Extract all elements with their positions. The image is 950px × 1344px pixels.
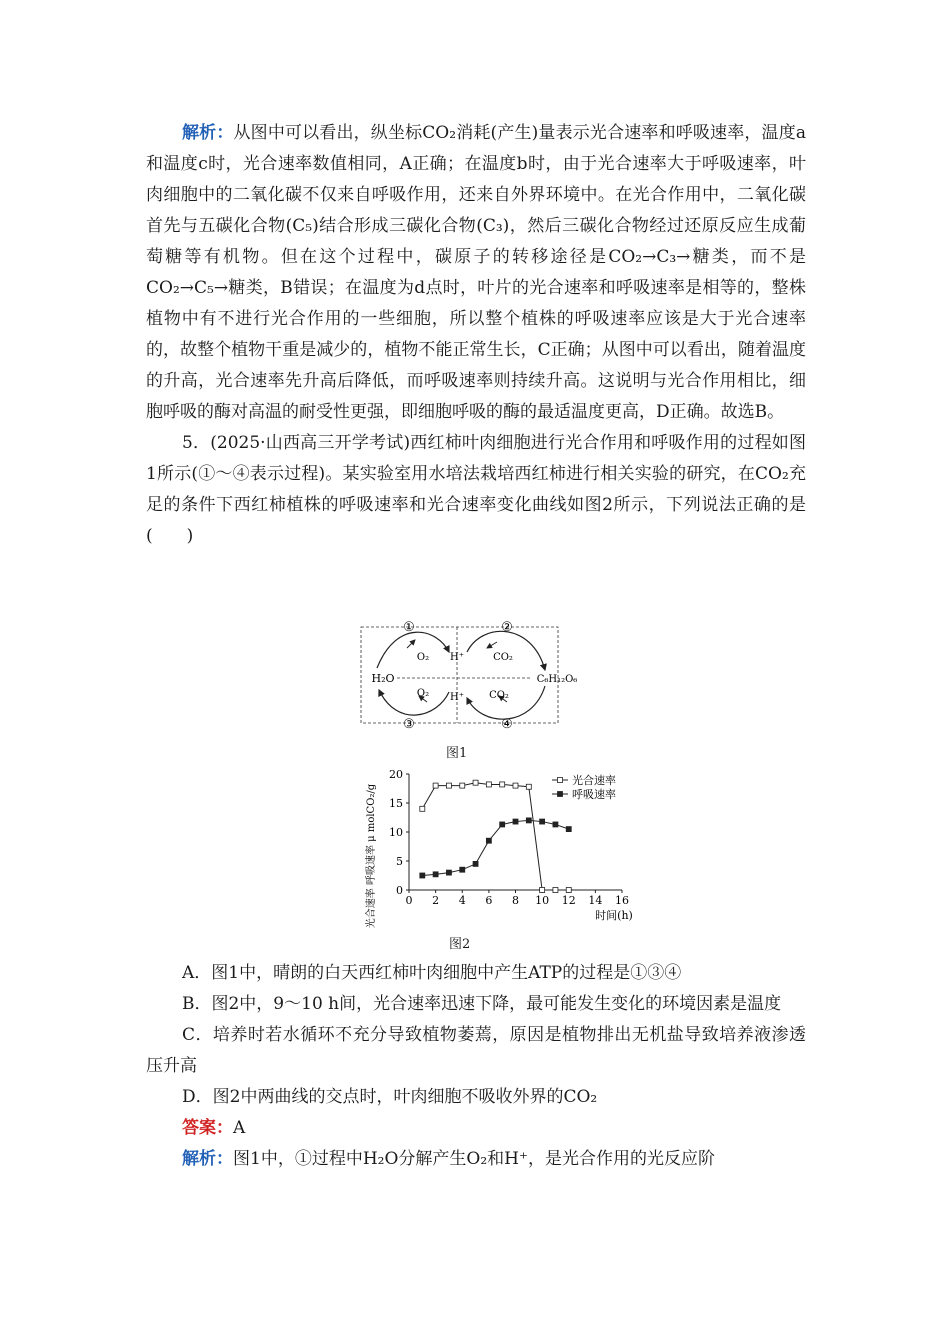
- legend-label-1: 光合速率: [572, 774, 616, 787]
- h-top-label: H⁺: [450, 652, 464, 663]
- data-point-series-1: [486, 782, 491, 787]
- options-block: [146, 958, 806, 1175]
- y-axis-label: 光合速率 呼吸速率 μ molCO₂/g: [366, 783, 377, 929]
- x-axis-label: 时间(h): [595, 909, 633, 922]
- data-point-series-2: [486, 838, 491, 843]
- figure-2-caption: 图2: [449, 937, 471, 952]
- analysis-text: 从图中可以看出，纵坐标CO₂消耗(产生)量表示光合速率和呼吸速率，温度a和温度c时，光合速率数值相同，A正确；在温度b时，由于光合速率大于呼吸速率，叶肉细胞中的二氧化碳不仅来自呼吸作用，还来自外界环境中。在光合作用中，二氧化碳首先与五碳化合物(C₅)结合形成三碳化合物(C₃)，然后三碳化合物经过还原反应生成葡萄糖等有机物。但在这个过程中，碳原子的转移途径是CO₂→C₃→糖类，而不是CO₂→C₅→糖类，B错误；在温度为d点时，叶片的光合速率和呼吸速率是相等的，整株植物中有不进行光合作用的一些细胞，所以整个植株的呼吸速率应该是大于光合速率的，故整个植物干重是减少的，植物不能正常生长，C正确；从图中可以看出，随着温度的升高，光合速率先升高后降低，而呼吸速率则持续升高。这说明与光合作用相比，细胞呼吸的酶对高温的耐受性更强，即细胞呼吸的酶的最适温度更高，D正确。故选B。: [146, 123, 807, 422]
- co2-bottom-label: CO₂: [489, 690, 509, 701]
- x-tick-label: 16: [615, 894, 629, 907]
- figure-1-diagram: [357, 618, 597, 736]
- x-tick-label: 8: [512, 894, 519, 907]
- figure-1-caption: 图1: [446, 746, 468, 761]
- analysis-2-text: 图1中，①过程中H₂O分解产生O₂和H⁺，是光合作用的光反应阶: [233, 1149, 715, 1169]
- data-point-series-2: [420, 873, 425, 878]
- x-tick-label: 6: [485, 894, 493, 907]
- option-a: A．图1中，晴朗的白天西红柿叶肉细胞中产生ATP的过程是①③④: [182, 963, 682, 983]
- x-tick-label: 12: [561, 894, 576, 907]
- data-point-series-1: [526, 784, 531, 789]
- answer-value: A: [233, 1118, 246, 1138]
- x-tick-label: 0: [405, 894, 413, 907]
- series-line-2: [422, 820, 568, 875]
- data-point-series-1: [473, 780, 478, 785]
- x-tick-label: 10: [535, 894, 550, 907]
- y-tick-label: 5: [396, 855, 403, 868]
- y-tick-label: 20: [389, 768, 403, 781]
- document-page: [146, 118, 806, 552]
- data-point-series-1: [446, 783, 451, 788]
- answer-line: [146, 1113, 806, 1144]
- x-tick-label: 14: [588, 894, 603, 907]
- data-point-series-1: [420, 806, 425, 811]
- data-point-series-2: [446, 870, 451, 875]
- co2-top-label: CO₂: [493, 652, 513, 663]
- data-point-series-1: [553, 888, 558, 893]
- option-c: C．培养时若水循环不充分导致植物萎蔫，原因是植物排出无机盐导致培养液渗透压升高: [146, 1025, 806, 1076]
- option-b: B．图2中，9～10 h间，光合速率迅速下降，最可能发生变化的环境因素是温度: [182, 994, 782, 1014]
- data-point-series-2: [513, 819, 518, 824]
- data-point-series-1: [433, 783, 438, 788]
- o2-top-label: O₂: [416, 652, 430, 663]
- h2o-label: H₂O: [371, 672, 395, 685]
- data-point-series-1: [566, 888, 571, 893]
- legend-marker-2: [558, 792, 563, 797]
- data-point-series-2: [526, 818, 531, 823]
- answer-label: 答案：: [182, 1118, 233, 1138]
- legend-label-2: 呼吸速率: [572, 788, 616, 801]
- figure-2-chart: [352, 764, 652, 934]
- data-point-series-2: [553, 822, 558, 827]
- data-point-series-1: [460, 783, 465, 788]
- analysis-2-label: 解析：: [182, 1149, 233, 1169]
- question-5: 5．(2025·山西高三开学考试)西红柿叶肉细胞进行光合作用和呼吸作用的过程如图1所示(①～④表示过程)。某实验室用水培法栽培西红柿进行相关实验的研究，在CO₂充足的条件下西红柿植株的呼吸速率和光合速率变化曲线如图2所示，下列说法正确的是( ): [146, 433, 806, 546]
- option-d: D．图2中两曲线的交点时，叶肉细胞不吸收外界的CO₂: [182, 1087, 598, 1107]
- analysis-label: 解析：: [182, 123, 234, 143]
- x-tick-label: 4: [458, 894, 466, 907]
- process-4-label: ④: [501, 717, 513, 732]
- y-tick-label: 15: [389, 797, 403, 810]
- data-point-series-2: [540, 819, 545, 824]
- x-tick-label: 2: [432, 894, 440, 907]
- data-point-series-2: [566, 827, 571, 832]
- analysis-paragraph-2: [146, 1144, 806, 1175]
- y-tick-label: 0: [396, 884, 403, 897]
- data-point-series-2: [460, 867, 465, 872]
- h-bottom-label: H⁺: [450, 692, 464, 703]
- process-1-label: ①: [403, 620, 415, 635]
- data-point-series-2: [433, 872, 438, 877]
- data-point-series-1: [540, 888, 545, 893]
- process-2-label: ②: [501, 620, 513, 635]
- series-line-1: [422, 783, 568, 890]
- data-point-series-2: [473, 861, 478, 866]
- data-point-series-2: [500, 822, 505, 827]
- analysis-paragraph-1: [146, 118, 806, 428]
- y-tick-label: 10: [389, 826, 403, 839]
- data-point-series-1: [513, 783, 518, 788]
- process-3-label: ③: [403, 717, 415, 732]
- legend-marker-1: [558, 778, 563, 783]
- data-point-series-1: [500, 782, 505, 787]
- o2-bottom-label: O₂: [416, 688, 430, 699]
- glucose-label: C₆H₁₂O₆: [536, 674, 578, 685]
